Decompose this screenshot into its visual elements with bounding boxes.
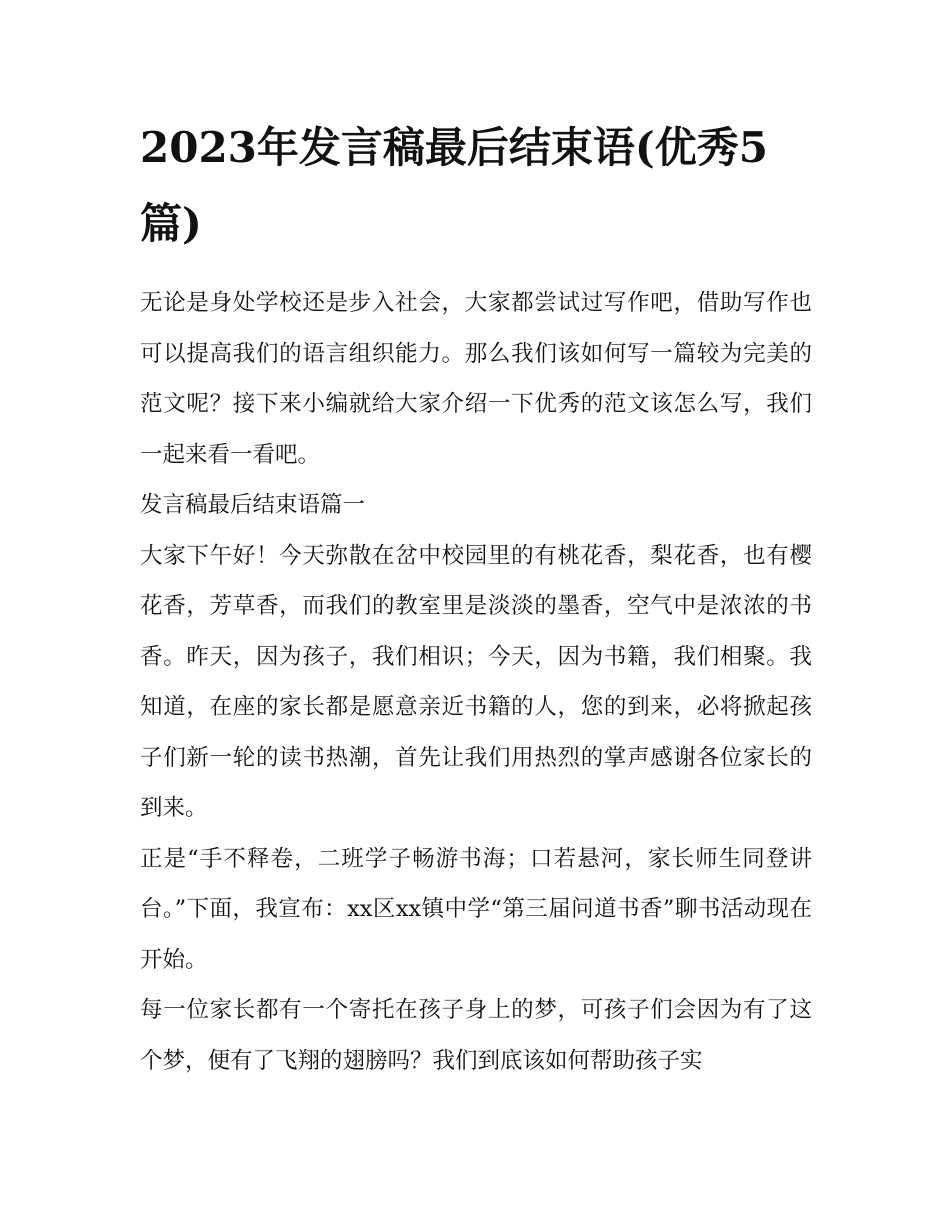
paragraph-greeting: 大家下午好！今天弥散在岔中校园里的有桃花香，梨花香，也有樱花香，芳草香，而我们的教室里是淡淡的墨香，空气中是浓浓的书香。昨天，因为孩子，我们相识；今天，因为书籍，我们相聚。我知道，在座的家长都是愿意亲近书籍的人，您的到来，必将掀起孩子们新一轮的读书热潮，首先让我们用热烈的掌声感谢各位家长的到来。 (140, 542, 812, 821)
document-title: 2023年发言稿最后结束语(优秀5篇) (140, 123, 768, 248)
document-page (140, 110, 812, 1086)
paragraph-announcement: 正是“手不释卷，二班学子畅游书海；口若悬河，家长师生同登讲台。”下面，我宣布：xx区xx镇中学“第三届问道书香”聊书活动现在开始。 (140, 845, 812, 973)
paragraph-dream: 每一位家长都有一个寄托在孩子身上的梦，可孩子们会因为有了这个梦，便有了飞翔的翅膀吗？我们到底该如何帮助孩子实 (140, 997, 812, 1074)
paragraph-intro: 无论是身处学校还是步入社会，大家都尝试过写作吧，借助写作也可以提高我们的语言组织能力。那么我们该如何写一篇较为完美的范文呢？接下来小编就给大家介绍一下优秀的范文该怎么写，我们一起来看一看吧。 (140, 290, 812, 468)
section-heading: 发言稿最后结束语篇一 (140, 492, 366, 518)
